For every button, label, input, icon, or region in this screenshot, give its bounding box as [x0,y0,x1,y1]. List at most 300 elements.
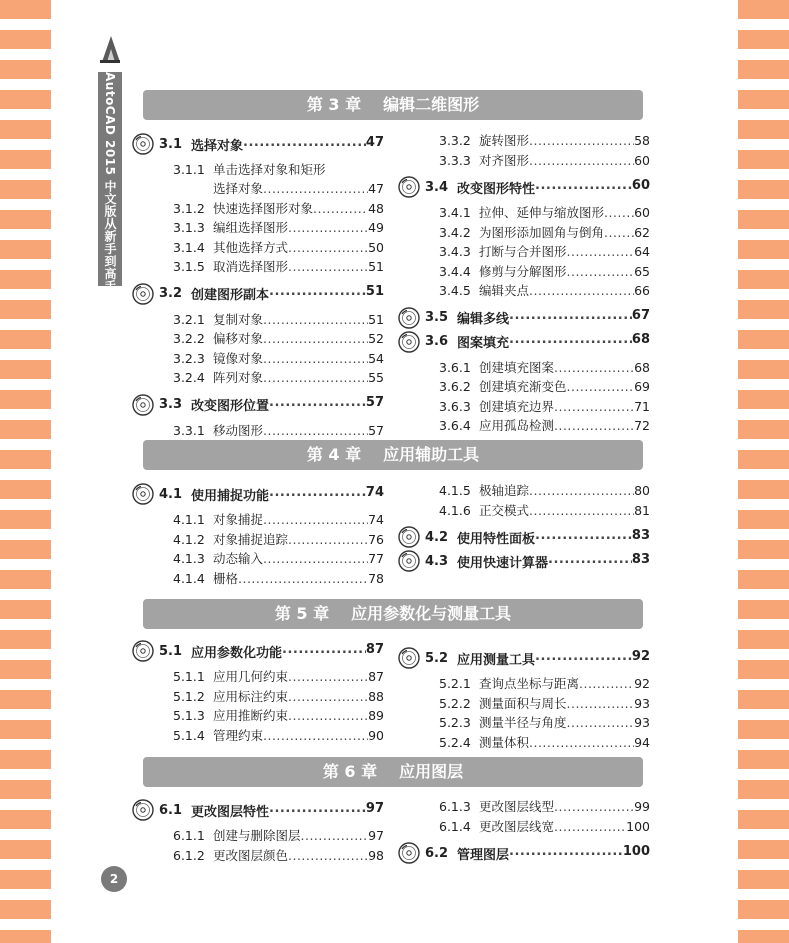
leader-dots [535,528,632,547]
subsection-entry [132,421,384,440]
subsection-number: 3.4.3 [439,244,471,259]
section-entry [132,394,384,416]
subsection-number: 5.1.1 [173,669,205,684]
chapter-number: 第 4 章 [306,445,362,464]
page-ref: 69 [634,379,650,394]
subsection-title-wrap [479,377,650,396]
section-title: 使用特性面板 [457,531,536,547]
subsection-entry [398,242,650,261]
subsection-entry [132,726,384,745]
subsection-title-wrap [479,223,650,242]
page-ref: 80 [634,483,650,498]
leader-dots [243,135,366,154]
subsection-entry [132,257,384,276]
section-entry [132,640,384,662]
subsection-entry [132,667,384,686]
subsection-title: 动态输入 [213,551,264,566]
subsection-title-wrap [213,569,384,588]
leader-dots [313,199,368,218]
section-number: 3.2 [159,286,183,301]
chapter-heading [143,440,643,470]
leader-dots [263,310,368,329]
subsection-title: 对齐图形 [479,152,530,168]
subsection-number: 3.6.2 [439,379,471,394]
right-stripe-border [738,0,789,943]
cd-disc-icon [132,483,154,505]
subsection-title-cont: 选择对象 [213,181,264,196]
subsection-title-line2 [213,179,384,198]
cd-disc-icon [398,550,420,572]
book-spine-title: AutoCAD 2015 中文版从新手到高手 [98,72,122,286]
subsection-number: 5.2.4 [439,734,471,750]
leader-dots [269,284,366,303]
subsection-entry [398,203,650,222]
subsection-number: 4.1.6 [439,502,471,518]
subsection-number: 4.1.2 [173,531,205,547]
page-ref: 65 [634,263,650,279]
subsection-number: 3.3.3 [439,152,471,168]
subsection-title: 编辑夹点 [479,283,530,298]
subsection-title-wrap [213,310,384,329]
subsection-title-wrap [479,151,650,170]
subsection-title-wrap [479,797,650,816]
subsection-number: 3.3.1 [173,422,205,438]
leader-dots [579,674,634,693]
subsection-title-wrap [213,199,384,218]
section-title-wrap [457,649,650,668]
section-entry [398,647,650,669]
cd-disc-icon [132,799,154,821]
subsection-number: 5.1.3 [173,708,205,723]
leader-dots [529,281,634,300]
leader-dots [509,844,623,863]
section-title-wrap [191,395,384,414]
subsection-entry [398,358,650,377]
section-entry [132,283,384,305]
section-entry [132,799,384,821]
subsection-number: 4.1.4 [173,570,205,586]
leader-dots [604,223,634,242]
leader-dots [238,569,368,588]
subsection-entry [398,694,650,713]
page-ref: 57 [368,422,384,438]
subsection-number: 3.1.2 [173,200,205,216]
subsection-entry [398,817,650,836]
subsection-title-wrap [213,368,384,387]
subsection-entry [398,131,650,150]
subsection-entry [398,377,650,396]
page-ref: 60 [634,152,650,168]
leader-dots [288,667,368,686]
subsection-number: 3.6.4 [439,418,471,433]
page-ref: 97 [365,800,384,816]
leader-dots [263,726,368,745]
subsection-title: 正交模式 [479,502,530,518]
page-ref: 54 [368,350,384,366]
subsection-number: 4.1.3 [173,551,205,566]
leader-dots [509,308,632,327]
page-ref: 64 [634,244,650,259]
subsection-entry [398,481,650,500]
subsection-entry [132,706,384,725]
chapter-title: 应用图层 [399,762,464,781]
subsection-entry [132,329,384,348]
page-ref: 100 [622,843,650,859]
subsection-number: 5.2.2 [439,695,471,711]
subsection-entry [132,238,384,257]
subsection-title: 更改图层线宽 [479,818,555,834]
leader-dots [554,416,634,435]
subsection-entry [132,160,384,198]
subsection-entry [132,218,384,237]
subsection-entry [132,846,384,865]
page-ref: 74 [368,512,384,527]
section-title: 使用捕捉功能 [191,488,270,504]
page-ref: 68 [634,359,650,375]
subsection-title-wrap [213,421,384,440]
section-number: 3.3 [159,397,183,412]
subsection-entry [132,569,384,588]
subsection-entry [398,262,650,281]
page-ref: 92 [631,648,650,664]
subsection-title-wrap [479,397,650,416]
subsection-title: 应用推断约束 [213,708,289,723]
section-title-wrap [457,552,650,571]
subsection-title: 应用几何约束 [213,669,289,684]
leader-dots [282,642,366,661]
subsection-number: 3.2.4 [173,370,205,385]
subsection-title-wrap [213,726,384,745]
page-ref: 99 [634,799,650,814]
subsection-entry [132,687,384,706]
chapter-title: 应用辅助工具 [383,445,480,464]
page-ref: 47 [368,181,384,196]
page-ref: 50 [368,239,384,255]
page-ref: 67 [631,308,650,323]
subsection-title: 创建与删除图层 [213,828,301,843]
section-entry [398,176,650,198]
subsection-number: 5.2.3 [439,715,471,730]
page-ref: 81 [634,502,650,518]
subsection-entry [132,549,384,568]
page-ref: 87 [365,641,384,657]
section-number: 3.5 [425,310,449,325]
cd-disc-icon [132,640,154,662]
page-ref: 87 [368,669,384,684]
leader-dots [529,151,634,170]
subsection-number: 3.1.4 [173,239,205,255]
leader-dots [263,329,368,348]
section-number: 4.1 [159,486,183,502]
subsection-number: 5.2.1 [439,676,471,691]
cd-disc-icon [398,526,420,548]
subsection-title-wrap [213,846,384,865]
subsection-title: 创建填充边界 [479,398,555,414]
page-ref: 92 [634,676,650,691]
chapter-number: 第 5 章 [274,604,330,623]
subsection-entry [132,368,384,387]
subsection-title-wrap [213,510,384,529]
subsection-title-wrap [479,481,650,500]
toc-column-left [132,481,384,588]
subsection-title: 测量面积与周长 [479,695,567,711]
subsection-number: 3.2.3 [173,350,205,366]
subsection-title-wrap [479,674,650,693]
page-ref: 57 [365,395,384,410]
chapter-heading [143,757,643,787]
subsection-entry [398,416,650,435]
leader-dots [263,349,368,368]
page-ref: 49 [368,220,384,235]
subsection-entry [398,501,650,520]
subsection-number: 3.6.3 [439,398,471,414]
subsection-entry [398,151,650,170]
section-title: 更改图层特性 [191,804,270,820]
subsection-number: 3.2.2 [173,331,205,346]
left-stripe-border [0,0,51,943]
cd-disc-icon [398,331,420,353]
subsection-entry [398,674,650,693]
section-title: 创建图形副本 [191,288,270,303]
subsection-entry [398,281,650,300]
section-number: 3.6 [425,334,449,349]
toc-column-left [132,131,384,440]
toc-column-right [398,481,650,574]
subsection-number: 6.1.4 [439,818,471,834]
page-ref: 78 [368,570,384,586]
subsection-title-wrap [479,694,650,713]
section-entry [132,133,384,155]
section-title: 使用快速计算器 [457,555,549,571]
section-number: 5.2 [425,650,449,666]
section-entry [398,526,650,548]
page-ref: 55 [368,370,384,385]
cd-disc-icon [398,647,420,669]
page-ref: 52 [368,331,384,346]
subsection-title-wrap [213,238,384,257]
page-ref: 51 [368,259,384,274]
section-number: 6.1 [159,802,183,818]
subsection-title-wrap [479,713,650,732]
subsection-title-wrap [213,826,384,845]
subsection-number: 3.2.1 [173,311,205,327]
leader-dots [269,395,366,414]
subsection-title: 阵列对象 [213,370,264,385]
page-ref: 71 [634,398,650,414]
section-number: 3.4 [425,179,449,195]
page-ref: 76 [368,531,384,547]
leader-dots [301,826,369,845]
subsection-title: 测量半径与角度 [479,715,567,730]
toc-column-right [398,131,650,436]
page-ref: 74 [365,484,384,500]
leader-dots [263,421,368,440]
section-title-wrap [457,178,650,197]
page-ref: 77 [368,551,384,566]
subsection-entry [132,310,384,329]
subsection-entry [132,826,384,845]
subsection-title-wrap [213,687,384,706]
leader-dots [263,368,368,387]
leader-dots [529,131,634,150]
subsection-title: 应用孤岛检测 [479,418,555,433]
leader-dots [288,218,368,237]
section-number: 6.2 [425,845,449,861]
subsection-title-wrap [213,218,384,237]
leader-dots [509,332,632,351]
subsection-title-wrap [479,416,650,435]
subsection-title-wrap [479,131,650,150]
subsection-number: 3.3.2 [439,133,471,148]
page-ref: 66 [634,283,650,298]
page-ref: 60 [631,177,650,193]
subsection-title-wrap [213,530,384,549]
section-title-wrap [191,485,384,504]
page-ref: 93 [634,695,650,711]
leader-dots [554,797,634,816]
subsection-entry [398,713,650,732]
leader-dots [567,262,635,281]
page-ref: 94 [634,734,650,750]
section-entry [398,331,650,353]
subsection-entry [132,530,384,549]
subsection-title: 取消选择图形 [213,259,289,274]
leader-dots [535,649,632,668]
leader-dots [567,713,635,732]
leader-dots [554,358,634,377]
subsection-title: 移动图形 [213,422,264,438]
page-ref: 89 [368,708,384,723]
section-number: 3.1 [159,136,183,152]
cd-disc-icon [132,133,154,155]
subsection-number: 3.4.2 [439,224,471,240]
section-title: 管理图层 [457,847,510,863]
subsection-entry [398,733,650,752]
subsection-title-wrap [213,257,384,276]
subsection-title: 镜像对象 [213,350,264,366]
subsection-title: 复制对象 [213,311,264,327]
subsection-title-wrap [479,203,650,222]
subsection-title: 偏移对象 [213,331,264,346]
subsection-entry [398,223,650,242]
subsection-title-wrap [479,501,650,520]
leader-dots [288,238,368,257]
leader-dots [269,801,366,820]
page-ref: 68 [631,332,650,347]
subsection-title: 旋转图形 [479,133,530,148]
leader-dots [263,179,368,198]
section-title: 选择对象 [191,138,244,154]
page-ref: 93 [634,715,650,730]
section-title-wrap [191,642,384,661]
leader-dots [567,377,635,396]
subsection-title: 管理约束 [213,727,264,743]
section-title: 应用参数化功能 [191,645,283,661]
subsection-entry [398,397,650,416]
subsection-number: 4.1.5 [439,483,471,498]
subsection-title: 栅格 [213,570,239,586]
section-title: 改变图形位置 [191,399,270,414]
toc-column-right [398,645,650,752]
subsection-title: 修剪与分解图形 [479,263,567,279]
leader-dots [288,530,368,549]
section-title-wrap [191,284,384,303]
leader-dots [288,257,368,276]
subsection-number: 3.6.1 [439,359,471,375]
leader-dots [548,552,632,571]
subsection-title: 对象捕捉 [213,512,264,527]
subsection-title-wrap [213,349,384,368]
chapter-heading [143,599,643,629]
leader-dots [263,549,368,568]
section-title-wrap [457,308,650,327]
subsection-title-wrap [213,329,384,348]
subsection-number: 3.1.5 [173,259,205,274]
page-ref: 58 [634,133,650,148]
leader-dots [529,733,634,752]
subsection-title: 拉伸、延伸与缩放图形 [479,205,605,220]
chapter-title: 应用参数化与测量工具 [351,604,512,623]
subsection-title: 打断与合并图形 [479,244,567,259]
subsection-entry [132,510,384,529]
chapter-title: 编辑二维图形 [383,95,480,114]
subsection-title: 查询点坐标与距离 [479,676,580,691]
subsection-number: 3.4.1 [439,205,471,220]
page-ref: 83 [631,527,650,543]
subsection-title-wrap [213,549,384,568]
subsection-title: 编组选择图形 [213,220,289,235]
leader-dots [288,846,368,865]
leader-dots [263,510,368,529]
page-ref: 62 [634,224,650,240]
section-title: 应用测量工具 [457,652,536,668]
subsection-title-wrap [213,667,384,686]
chapter-number: 第 3 章 [306,95,362,114]
section-title: 编辑多线 [457,312,510,327]
toc-column-right [398,797,650,866]
subsection-number: 3.1.1 [173,162,205,177]
subsection-title: 应用标注约束 [213,688,289,704]
leader-dots [529,481,634,500]
leader-dots [269,485,366,504]
page-ref: 48 [368,200,384,216]
subsection-title-wrap [479,358,650,377]
subsection-title: 其他选择方式 [213,239,289,255]
section-entry [398,550,650,572]
page-ref: 97 [368,828,384,843]
chapter-number: 第 6 章 [322,762,378,781]
cd-disc-icon [398,842,420,864]
subsection-title: 更改图层线型 [479,799,555,814]
subsection-number: 6.1.1 [173,828,205,843]
subsection-title-wrap [479,262,650,281]
subsection-number: 3.4.4 [439,263,471,279]
leader-dots [535,178,632,197]
subsection-number: 4.1.1 [173,512,205,527]
subsection-number: 6.1.2 [173,847,205,863]
subsection-number: 3.1.3 [173,220,205,235]
toc-column-left [132,638,384,745]
section-number: 4.3 [425,553,449,569]
section-entry [398,307,650,329]
page-ref: 98 [368,847,384,863]
cd-disc-icon [398,307,420,329]
section-number: 5.1 [159,643,183,659]
section-title-wrap [457,332,650,351]
subsection-title: 更改图层颜色 [213,847,289,863]
subsection-title-wrap [213,706,384,725]
subsection-title: 对象捕捉追踪 [213,531,289,547]
